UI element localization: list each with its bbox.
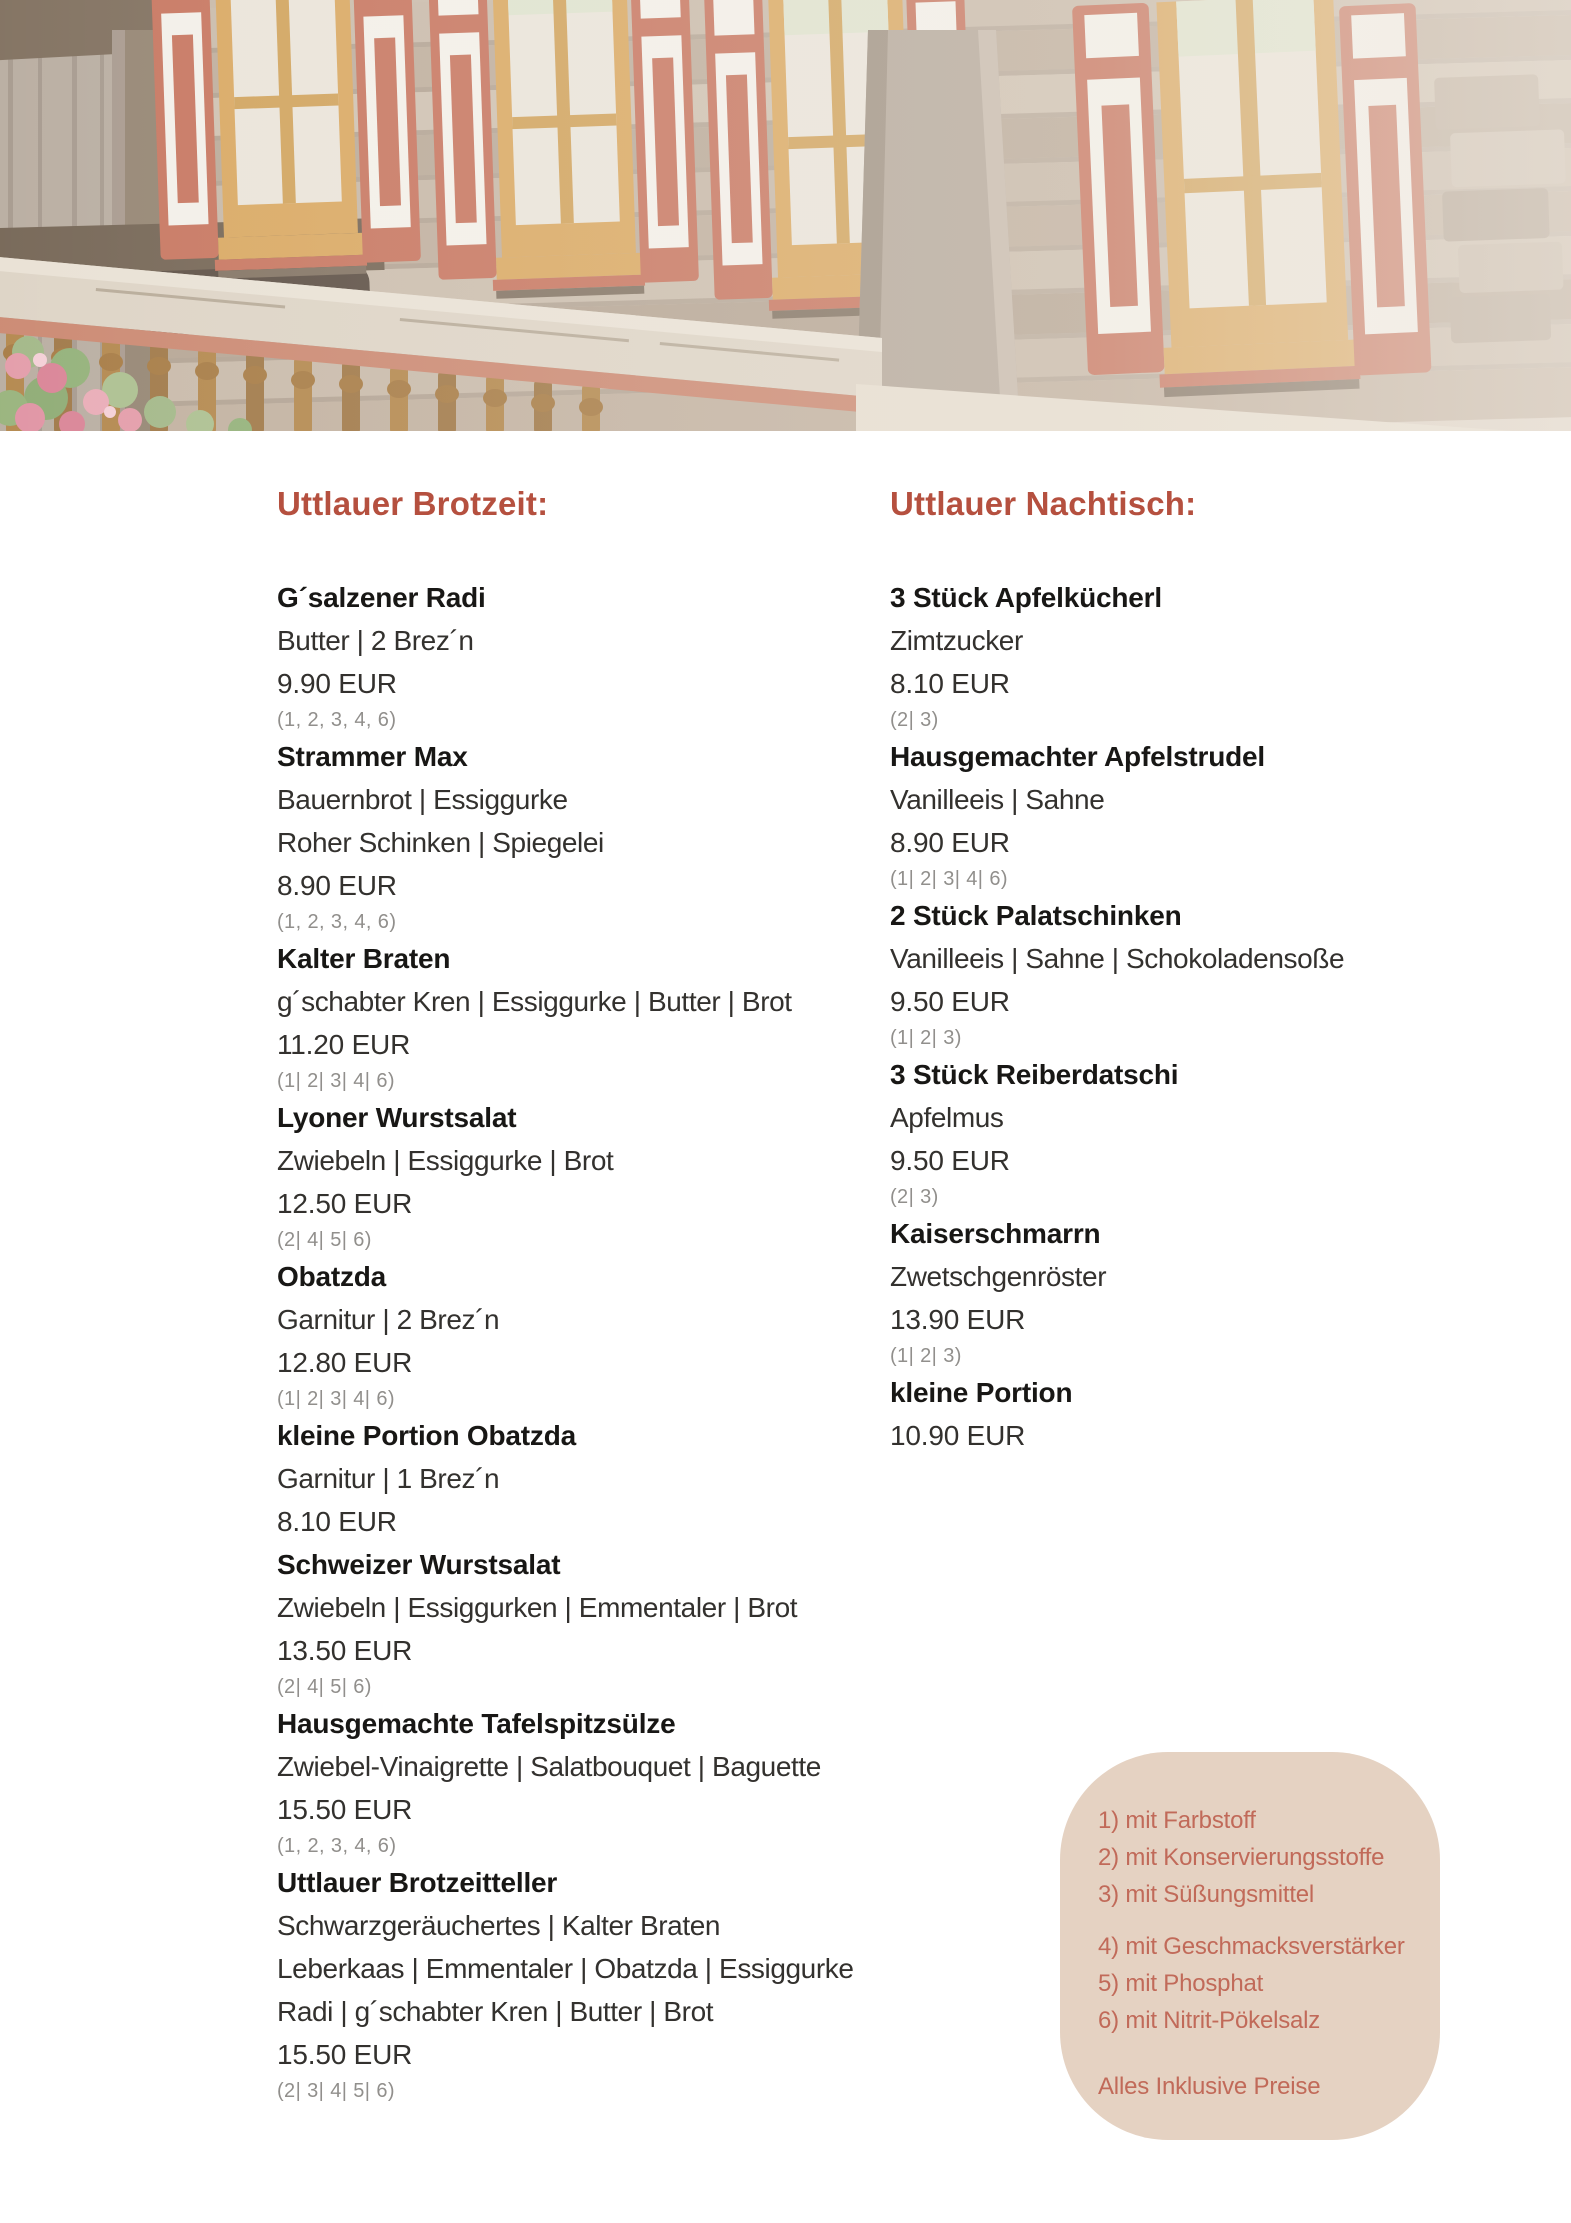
nachtisch-item-list [890,576,1480,1457]
menu-item [890,576,1480,735]
brotzeit-heading: Uttlauer Brotzeit: [277,485,549,522]
item-price: 8.90 EUR [890,827,1010,858]
item-price: 12.80 EUR [277,1347,413,1378]
item-price: 8.10 EUR [277,1506,397,1537]
item-price: 12.50 EUR [277,1188,413,1219]
item-footnote: (1| 2| 3) [890,1027,962,1049]
item-footnote: (1| 2| 3| 4| 6) [277,1388,395,1410]
menu-item [277,1414,902,1543]
item-description: Zwiebeln | Essiggurke | Brot [277,1145,614,1176]
menu-item [277,735,902,937]
item-description: Radi | g´schabter Kren | Butter | Brot [277,1996,714,2027]
legend-group-1 [1098,1802,1414,1913]
item-price: 13.50 EUR [277,1635,413,1666]
item-name: Hausgemachter Apfelstrudel [890,741,1265,772]
item-name: Kaiserschmarrn [890,1218,1101,1249]
item-footnote: (1, 2, 3, 4, 6) [277,709,397,731]
item-name: Lyoner Wurstsalat [277,1102,517,1133]
item-name: 2 Stück Palatschinken [890,900,1182,931]
item-description: Garnitur | 1 Brez´n [277,1463,500,1494]
menu-item [277,576,902,735]
legend-group-2 [1098,1928,1414,2039]
legend-note: Alles Inklusive Preise [1098,2073,1321,2100]
item-price: 13.90 EUR [890,1304,1026,1335]
legend-line: 1) mit Farbstoff [1098,1807,1256,1834]
item-price: 8.90 EUR [277,870,397,901]
menu-item [277,1543,902,1702]
menu-item [890,1371,1480,1457]
item-description: Vanilleeis | Sahne | Schokoladensoße [890,943,1345,974]
item-name: kleine Portion [890,1377,1073,1408]
item-description: Schwarzgeräuchertes | Kalter Braten [277,1910,721,1941]
item-footnote: (2| 4| 5| 6) [277,1229,372,1251]
additives-legend-box [1060,1752,1440,2140]
item-name: Uttlauer Brotzeitteller [277,1867,558,1898]
legend-line: 6) mit Nitrit-Pökelsalz [1098,2007,1321,2034]
item-description: Zimtzucker [890,625,1023,656]
item-description: Butter | 2 Brez´n [277,625,474,656]
brotzeit-column [277,484,902,2106]
item-footnote: (1| 2| 3| 4| 6) [277,1070,395,1092]
legend-line: 4) mit Geschmacksverstärker [1098,1933,1405,1960]
legend-line: 3) mit Süßungsmittel [1098,1881,1315,1908]
item-description: Zwiebel-Vinaigrette | Salatbouquet | Baguette [277,1751,821,1782]
menu-item [890,735,1480,894]
item-name: kleine Portion Obatzda [277,1420,576,1451]
item-price: 9.50 EUR [890,986,1010,1017]
item-price: 10.90 EUR [890,1420,1026,1451]
item-name: G´salzener Radi [277,582,486,613]
legend-line: 2) mit Konservierungsstoffe [1098,1844,1385,1871]
item-price: 8.10 EUR [890,668,1010,699]
menu-item [277,937,902,1096]
item-name: Strammer Max [277,741,468,772]
item-description: Garnitur | 2 Brez´n [277,1304,500,1335]
item-footnote: (2| 4| 5| 6) [277,1676,372,1698]
item-description: Vanilleeis | Sahne [890,784,1105,815]
item-name: 3 Stück Reiberdatschi [890,1059,1179,1090]
brotzeit-item-list [277,576,902,2106]
item-name: Hausgemachte Tafelspitzsülze [277,1708,676,1739]
item-description: g´schabter Kren | Essiggurke | Butter | Brot [277,986,792,1017]
menu-item [890,1053,1480,1212]
item-price: 15.50 EUR [277,1794,413,1825]
farmhouse-photo [0,0,1571,431]
menu-item [277,1702,902,1861]
menu-item [890,894,1480,1053]
item-footnote: (2| 3) [890,709,939,731]
nachtisch-heading: Uttlauer Nachtisch: [890,485,1197,522]
menu-item [277,1096,902,1255]
item-description: Zwiebeln | Essiggurken | Emmentaler | Brot [277,1592,798,1623]
item-footnote: (1, 2, 3, 4, 6) [277,911,397,933]
item-description: Bauernbrot | Essiggurke [277,784,568,815]
item-name: Obatzda [277,1261,387,1292]
item-description: Roher Schinken | Spiegelei [277,827,604,858]
item-footnote: (1, 2, 3, 4, 6) [277,1835,397,1857]
item-description: Apfelmus [890,1102,1004,1133]
item-description: Zwetschgenröster [890,1261,1107,1292]
item-footnote: (1| 2| 3| 4| 6) [890,868,1008,890]
legend-line: 5) mit Phosphat [1098,1970,1264,1997]
menu-item [277,1861,902,2106]
item-price: 15.50 EUR [277,2039,413,2070]
item-price: 9.90 EUR [277,668,397,699]
item-price: 11.20 EUR [277,1029,411,1060]
item-name: 3 Stück Apfelkücherl [890,582,1162,613]
item-description: Leberkaas | Emmentaler | Obatzda | Essiggurke [277,1953,854,1984]
item-footnote: (2| 3) [890,1186,939,1208]
menu-item [277,1255,902,1414]
nachtisch-column [890,484,1480,1457]
item-name: Schweizer Wurstsalat [277,1549,561,1580]
photo-wash [0,0,1571,431]
menu-item [890,1212,1480,1371]
item-footnote: (2| 3| 4| 5| 6) [277,2080,395,2102]
item-price: 9.50 EUR [890,1145,1010,1176]
item-name: Kalter Braten [277,943,451,974]
item-footnote: (1| 2| 3) [890,1345,962,1367]
